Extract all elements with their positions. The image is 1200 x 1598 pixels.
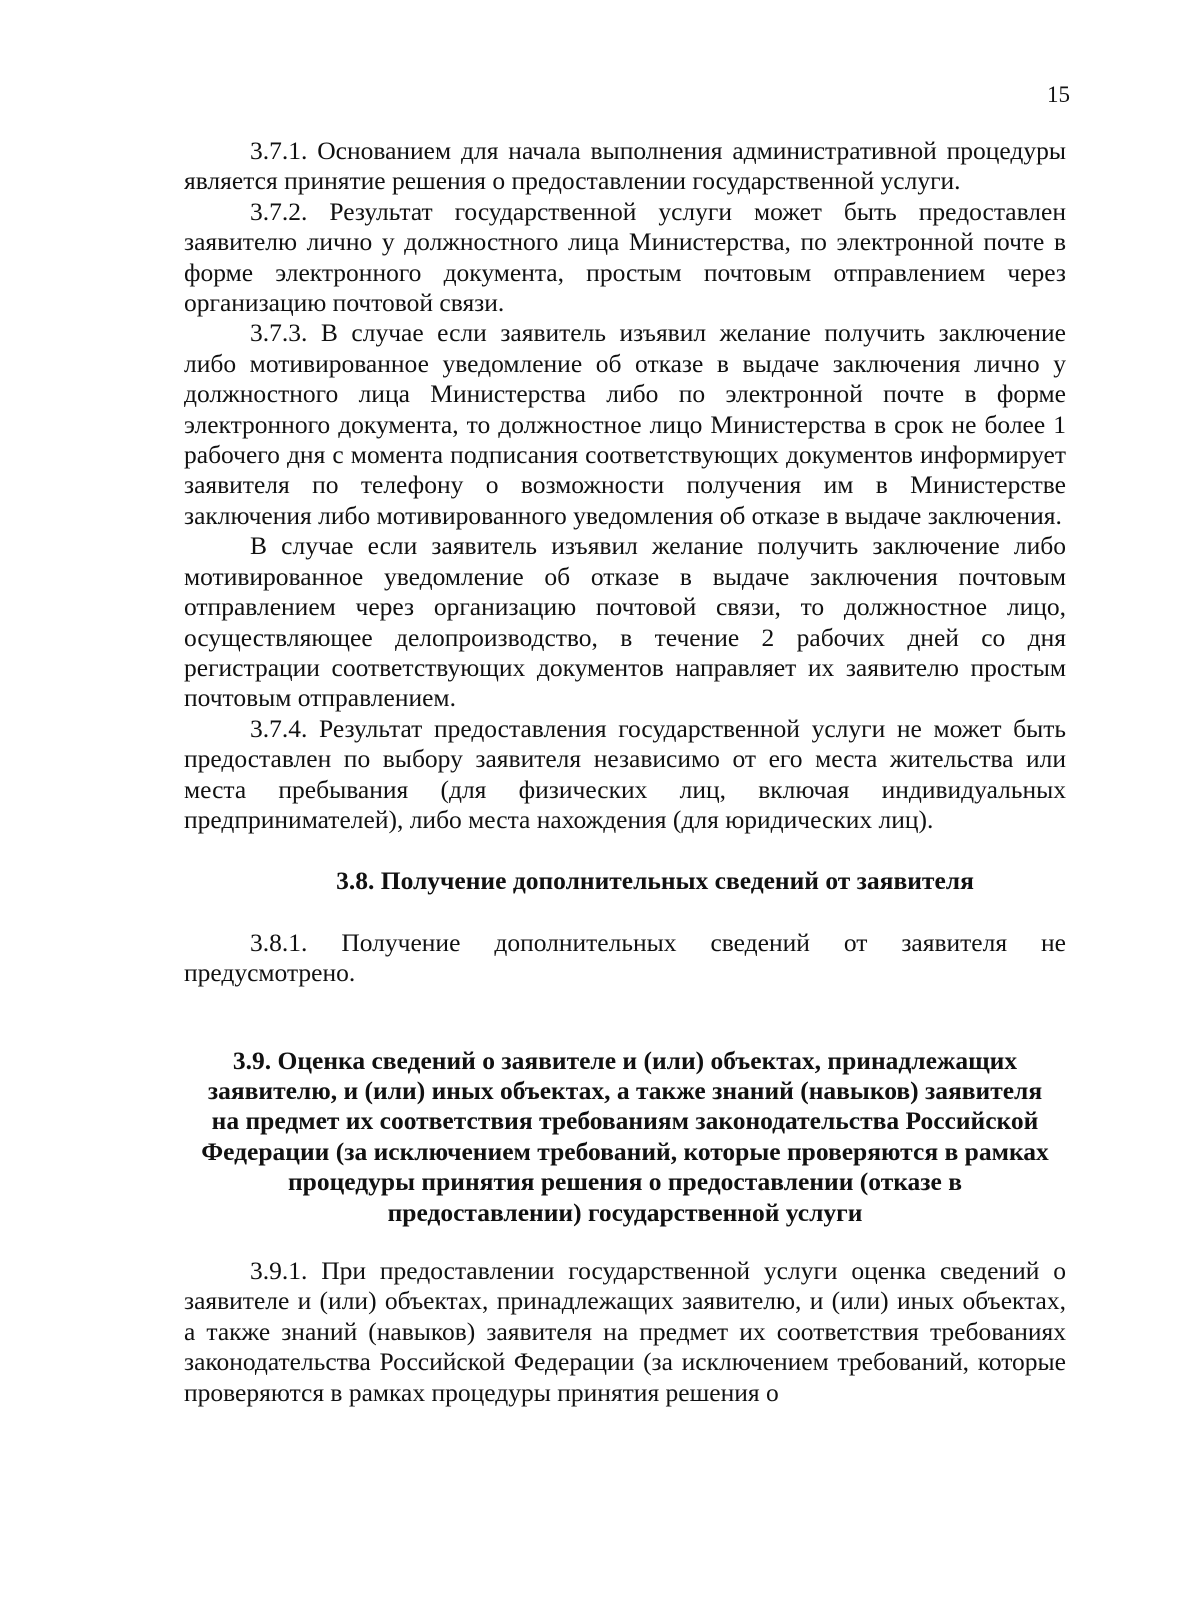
section-heading-3-9-line: 3.9. Оценка сведений о заявителе и (или) объектах, принадлежащих bbox=[232, 1045, 1018, 1075]
paragraph-3-9-1: 3.9.1. При предоставлении государственной услуги оценка сведений о заявителе и (или) объектах, принадлежащих заявителю, и (или) иных объектах, а также знаний (навыков) заявителя на предмет их соответствия требованиях законодательства Российской Федерации (за исключением требований, которые проверяются в рамках процедуры принятия решения о bbox=[184, 1256, 1066, 1407]
paragraph-3-7-3-continued: В случае если заявитель изъявил желание получить заключение либо мотивированное уведомление об отказе в выдаче заключения почтовым отправлением через организацию почтовой связи, то должностное лицо, осуществляющее делопроизводство, в течение 2 рабочих дней со дня регистрации соответствующих документов направляет их заявителю простым почтовым отправлением. bbox=[184, 531, 1066, 713]
paragraph-3-7-1: 3.7.1. Основанием для начала выполнения административной процедуры является принятие решения о предоставлении государственной услуги. bbox=[184, 136, 1066, 196]
section-heading-3-9-line: процедуры принятия решения о предоставлении (отказе в bbox=[287, 1167, 962, 1197]
paragraph-3-8-1: 3.8.1. Получение дополнительных сведений от заявителя не предусмотрено. bbox=[184, 927, 1066, 988]
section-heading-3-9-line: Федерации (за исключением требований, которые проверяются в рамках bbox=[201, 1136, 1049, 1166]
section-heading-3-8: 3.8. Получение дополнительных сведений от заявителя bbox=[336, 866, 974, 896]
paragraph-3-7-4: 3.7.4. Результат предоставления государственной услуги не может быть предоставлен по выбору заявителя независимо от его места жительства или места пребывания (для физических лиц, включая индивидуальных предпринимателей), либо места нахождения (для юридических лиц). bbox=[184, 713, 1066, 834]
paragraph-3-7-3: 3.7.3. В случае если заявитель изъявил желание получить заключение либо мотивированное уведомление об отказе в выдаче заключения лично у должностного лица Министерства либо по электронной почте в форме электронного документа, то должностное лицо Министерства в срок не более 1 рабочего дня с момента подписания соответствующих документов информирует заявителя по телефону о возможности получения им в Министерстве заключения либо мотивированного уведомления об отказе в выдаче заключения. bbox=[184, 318, 1066, 530]
section-heading-3-9-line: предоставлении) государственной услуги bbox=[387, 1197, 863, 1227]
section-heading-3-9-line: заявителю, и (или) иных объектах, а также знаний (навыков) заявителя bbox=[207, 1075, 1043, 1105]
page-number: 15 bbox=[1047, 82, 1070, 107]
section-heading-3-9 bbox=[184, 1046, 1066, 1228]
document-body bbox=[184, 136, 1066, 1408]
section-heading-3-9-line: на предмет их соответствия требованиям законодательства Российской bbox=[211, 1106, 1039, 1136]
paragraph-3-7-2: 3.7.2. Результат государственной услуги может быть предоставлен заявителю лично у должностного лица Министерства, по электронной почте в форме электронного документа, простым почтовым отправлением через организацию почтовой связи. bbox=[184, 196, 1066, 318]
